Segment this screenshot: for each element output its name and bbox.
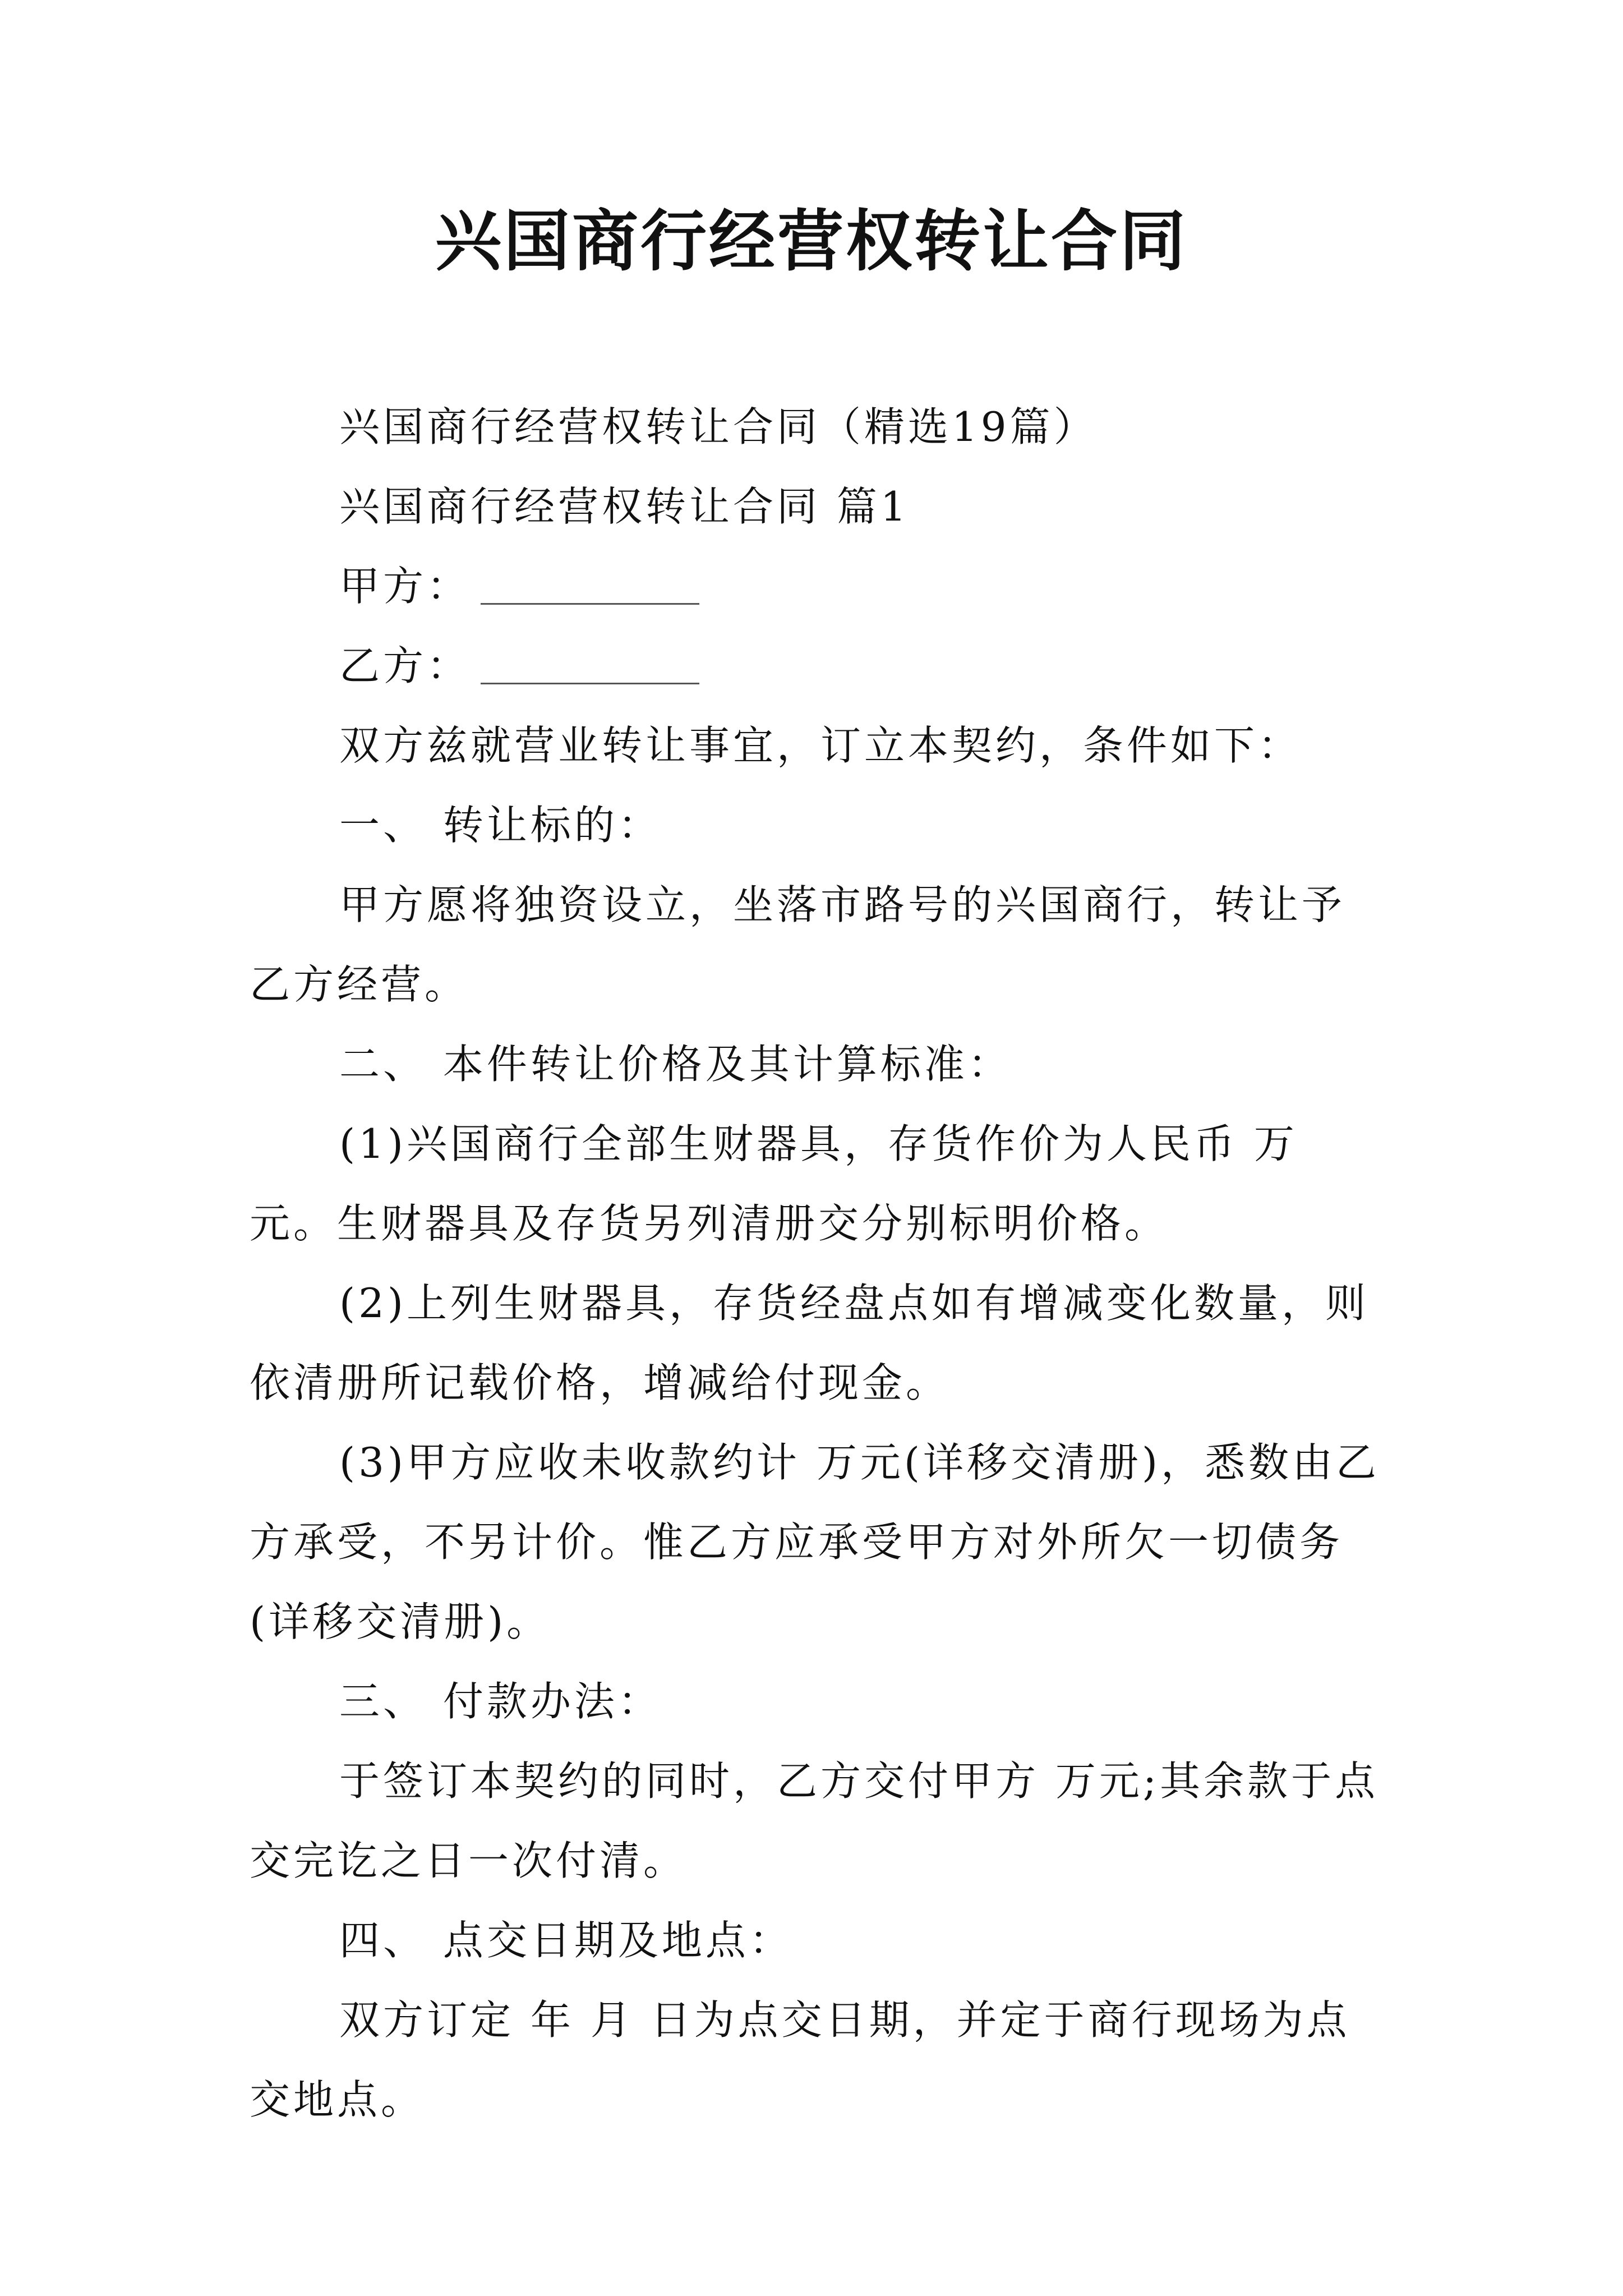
- document-title: 兴国商行经营权转让合同: [435, 202, 1188, 280]
- party-a-blank: [481, 569, 699, 605]
- clause-2-heading: 二、 本件转让价格及其计算标准：: [339, 1041, 1012, 1088]
- clause-2-item-2: (2)上列生财器具，存货经盘点如有增减变化数量，则依清册所记载价格，增减给付现金。: [250, 1280, 1369, 1406]
- clause-4-text: 双方订定 年 月 日为点交日期，并定于商行现场为点交地点。: [250, 1996, 1350, 2123]
- clause-3-text: 于签订本契约的同时，乙方交付甲方 万元;其余款于点交完讫之日一次付清。: [250, 1757, 1379, 1884]
- clause-2-item-3: (3)甲方应收未收款约计 万元(详移交清册)，悉数由乙方承受，不另计价。惟乙方应承受甲方对外所欠一切债务(详移交清册)。: [250, 1439, 1380, 1645]
- document-body: [250, 387, 1382, 2139]
- clause-1-text: 甲方愿将独资设立，坐落市路号的兴国商行，转让予乙方经营。: [250, 881, 1346, 1008]
- paragraph-section-heading: 兴国商行经营权转让合同 篇1: [339, 483, 910, 530]
- clause-4-heading: 四、 点交日期及地点：: [339, 1917, 793, 1964]
- clause-3-heading: 三、 付款办法：: [339, 1678, 662, 1725]
- party-a-line: [250, 546, 1382, 626]
- party-b-blank: [481, 649, 699, 684]
- party-a-label: 甲方：: [339, 563, 471, 610]
- paragraph-subtitle: 兴国商行经营权转让合同（精选19篇）: [339, 403, 1098, 450]
- party-b-label: 乙方：: [339, 642, 471, 689]
- clause-1-heading: 一、 转让标的：: [339, 802, 662, 849]
- paragraph-intro: 双方兹就营业转让事宜，订立本契约，条件如下：: [339, 722, 1302, 769]
- party-b-line: [250, 626, 1382, 706]
- clause-2-item-1: (1)兴国商行全部生财器具，存货作价为人民币 万元。生财器具及存货另列清册交分别标明价格。: [250, 1120, 1298, 1247]
